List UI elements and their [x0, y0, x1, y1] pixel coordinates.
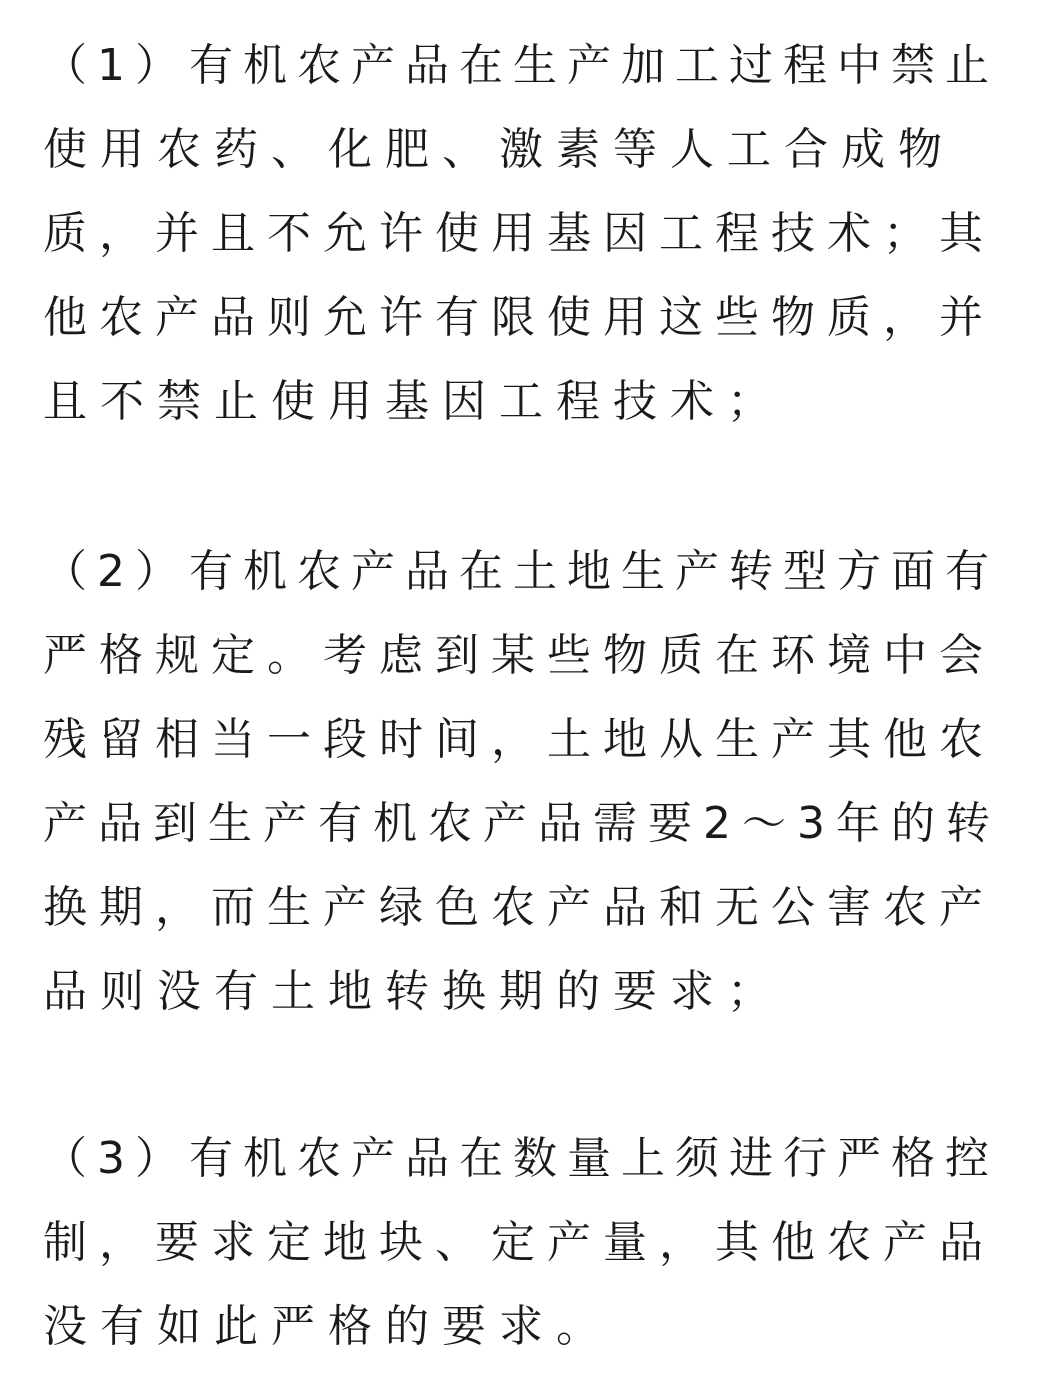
paragraph-line: （2）有机农产品在土地生产转型方面有: [43, 546, 999, 597]
paragraph-1: [43, 24, 1003, 444]
paragraph-line: 产品到生产有机农产品需要2～3年的转: [43, 798, 1001, 849]
paragraph-line: 没有如此严格的要求。: [43, 1301, 613, 1352]
paragraph-line: 质，并且不允许使用基因工程技术；其: [43, 208, 995, 259]
paragraph-line: 制，要求定地块、定产量，其他农产品: [43, 1217, 995, 1268]
paragraph-line: 换期，而生产绿色农产品和无公害农产: [43, 882, 995, 933]
paragraph-line: 严格规定。考虑到某些物质在环境中会: [43, 630, 995, 681]
paragraph-line: 且不禁止使用基因工程技术；: [43, 376, 784, 427]
paragraph-line: 他农产品则允许有限使用这些物质，并: [43, 292, 995, 343]
paragraph-line: 使用农药、化肥、激素等人工合成物: [43, 124, 955, 175]
paragraph-line: 残留相当一段时间，土地从生产其他农: [43, 714, 995, 765]
paragraph-line: （1）有机农产品在生产加工过程中禁止: [43, 40, 999, 91]
paragraph-line: 品则没有土地转换期的要求；: [43, 966, 784, 1017]
paragraph-line: （3）有机农产品在数量上须进行严格控: [43, 1133, 999, 1184]
paragraph-2: [43, 530, 1003, 1034]
paragraph-3: [43, 1117, 1003, 1369]
